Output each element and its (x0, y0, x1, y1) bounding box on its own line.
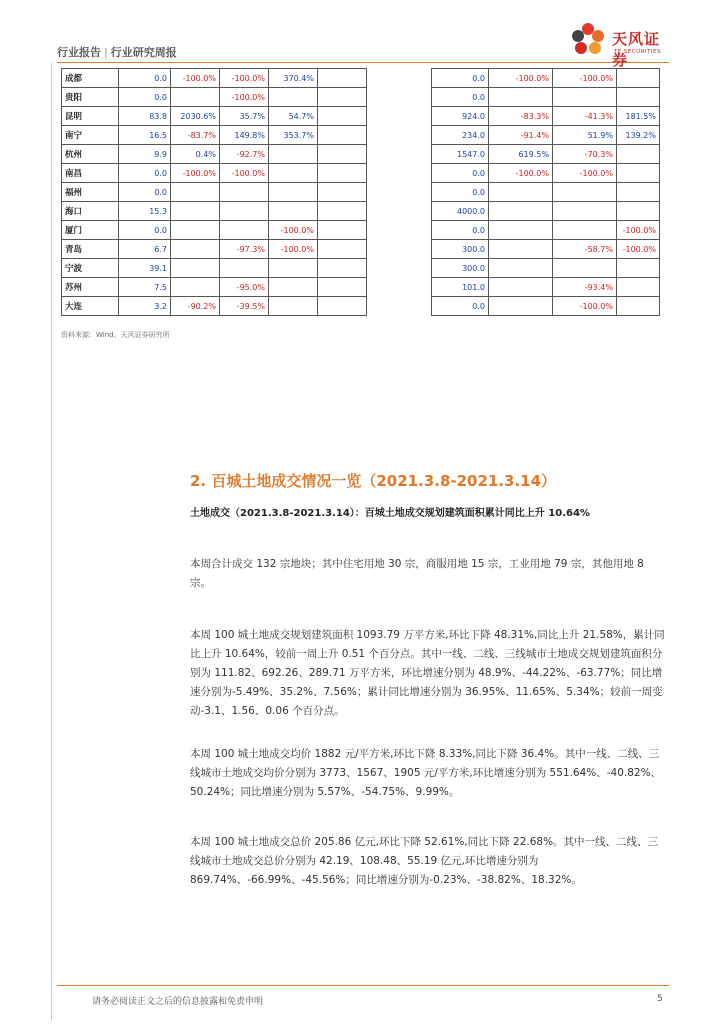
value-cell: 39.1 (119, 259, 171, 278)
value-cell: 0.0 (432, 183, 489, 202)
change-cell: 619.5% (489, 145, 553, 164)
change-cell (171, 183, 220, 202)
table-row (62, 88, 367, 107)
change-cell (220, 221, 269, 240)
change-cell: 2030.6% (171, 107, 220, 126)
city-cell: 厦门 (62, 221, 119, 240)
value-cell: 101.0 (432, 278, 489, 297)
change-cell (617, 88, 660, 107)
change-cell (318, 183, 367, 202)
table-row (62, 259, 367, 278)
change-cell (318, 221, 367, 240)
value-cell: 0.0 (432, 69, 489, 88)
value-cell: 300.0 (432, 240, 489, 259)
change-cell: 54.7% (269, 107, 318, 126)
change-cell (617, 164, 660, 183)
city-cell: 福州 (62, 183, 119, 202)
left-margin-rule (51, 63, 52, 1020)
change-cell (269, 297, 318, 316)
table-row (432, 88, 660, 107)
value-cell: 300.0 (432, 259, 489, 278)
change-cell (617, 259, 660, 278)
table-row (432, 145, 660, 164)
value-cell: 234.0 (432, 126, 489, 145)
table-row (62, 202, 367, 221)
change-cell (171, 259, 220, 278)
change-cell (617, 278, 660, 297)
section-title: 2. 百城土地成交情况一览（2021.3.8-2021.3.14） (190, 472, 557, 490)
change-cell: -92.7% (220, 145, 269, 164)
change-cell (318, 240, 367, 259)
table-row (432, 221, 660, 240)
city-cell: 南昌 (62, 164, 119, 183)
change-cell: -58.7% (553, 240, 617, 259)
change-cell (553, 259, 617, 278)
value-cell: 15.3 (119, 202, 171, 221)
change-cell: -100.0% (489, 164, 553, 183)
change-cell: -39.5% (220, 297, 269, 316)
value-cell: 0.0 (119, 183, 171, 202)
city-cell: 昆明 (62, 107, 119, 126)
table-row (62, 69, 367, 88)
change-cell: -83.3% (489, 107, 553, 126)
change-cell (489, 259, 553, 278)
change-cell: -100.0% (220, 164, 269, 183)
change-cell: 139.2% (617, 126, 660, 145)
table-row (62, 278, 367, 297)
change-cell: -100.0% (171, 69, 220, 88)
city-cell: 海口 (62, 202, 119, 221)
city-cell: 杭州 (62, 145, 119, 164)
change-cell (171, 88, 220, 107)
change-cell (489, 278, 553, 297)
change-cell (617, 297, 660, 316)
change-cell (220, 202, 269, 221)
table-row (62, 126, 367, 145)
value-cell: 83.8 (119, 107, 171, 126)
change-cell (171, 221, 220, 240)
change-cell: -100.0% (171, 164, 220, 183)
brand-subtitle: TF SECURITIES (614, 49, 661, 55)
table-source-note: 资料来源：Wind、天风证券研究所 (61, 331, 170, 339)
change-cell (269, 278, 318, 297)
change-cell (171, 202, 220, 221)
change-cell: 181.5% (617, 107, 660, 126)
change-cell: -100.0% (269, 240, 318, 259)
change-cell: 51.9% (553, 126, 617, 145)
table-row (432, 240, 660, 259)
change-cell (220, 259, 269, 278)
table-row (432, 297, 660, 316)
change-cell (171, 278, 220, 297)
change-cell (489, 183, 553, 202)
change-cell: 149.8% (220, 126, 269, 145)
value-cell: 0.0 (119, 164, 171, 183)
table-row (432, 164, 660, 183)
change-cell (489, 240, 553, 259)
change-cell (269, 202, 318, 221)
change-cell: 0.4% (171, 145, 220, 164)
change-cell (318, 278, 367, 297)
change-cell (171, 240, 220, 259)
change-cell (318, 88, 367, 107)
change-cell: -41.3% (553, 107, 617, 126)
table-row (62, 297, 367, 316)
change-cell (553, 221, 617, 240)
change-cell (489, 297, 553, 316)
change-cell: -97.3% (220, 240, 269, 259)
value-cell: 0.0 (432, 221, 489, 240)
change-cell (553, 183, 617, 202)
change-cell (318, 107, 367, 126)
table-row (432, 183, 660, 202)
city-table-right (431, 68, 660, 316)
change-cell (489, 221, 553, 240)
change-cell (269, 145, 318, 164)
change-cell (269, 88, 318, 107)
paragraph-avg-price: 本周 100 城土地成交均价 1882 元/平方米,环比下降 8.33%,同比下降 36.4%。其中一线、二线、三线城市土地成交均价分别为 3773、1567、1905 元/平方米,环比增速分别为 551.64%、-40.82%、50.24%；同比增速分别为 5.57%、-54.75%、9.99%。 (190, 748, 662, 798)
change-cell (617, 69, 660, 88)
change-cell (220, 183, 269, 202)
city-cell: 大连 (62, 297, 119, 316)
table-row (432, 259, 660, 278)
value-cell: 1547.0 (432, 145, 489, 164)
table-row (432, 107, 660, 126)
value-cell: 0.0 (119, 69, 171, 88)
change-cell: -91.4% (489, 126, 553, 145)
change-cell (489, 202, 553, 221)
change-cell (553, 202, 617, 221)
change-cell (269, 183, 318, 202)
change-cell: -100.0% (553, 69, 617, 88)
change-cell (318, 202, 367, 221)
change-cell: 35.7% (220, 107, 269, 126)
table-row (62, 164, 367, 183)
change-cell: 370.4% (269, 69, 318, 88)
change-cell: -100.0% (617, 221, 660, 240)
city-table-left (61, 68, 367, 316)
table-row (62, 145, 367, 164)
brand-logo (568, 20, 672, 69)
change-cell: -100.0% (553, 164, 617, 183)
brand-name: 天风证券 (612, 30, 661, 69)
paragraph-parcels: 本周合计成交 132 宗地块；其中住宅用地 30 宗，商服用地 15 宗，工业用地 79 宗，其他用地 8 宗。 (190, 558, 644, 589)
change-cell (318, 145, 367, 164)
city-cell: 成都 (62, 69, 119, 88)
value-cell: 0.0 (119, 88, 171, 107)
city-cell: 宁波 (62, 259, 119, 278)
change-cell (318, 69, 367, 88)
header-breadcrumb: 行业报告 | 行业研究周报 (57, 46, 177, 59)
change-cell (318, 126, 367, 145)
change-cell (489, 88, 553, 107)
city-cell: 贵阳 (62, 88, 119, 107)
table-row (432, 278, 660, 297)
change-cell (318, 297, 367, 316)
change-cell (553, 88, 617, 107)
change-cell (617, 183, 660, 202)
change-cell: -90.2% (171, 297, 220, 316)
value-cell: 3.2 (119, 297, 171, 316)
table-row (62, 240, 367, 259)
city-cell: 青岛 (62, 240, 119, 259)
value-cell: 0.0 (119, 221, 171, 240)
value-cell: 7.5 (119, 278, 171, 297)
value-cell: 0.0 (432, 297, 489, 316)
table-row (62, 183, 367, 202)
change-cell: -100.0% (489, 69, 553, 88)
header-divider (57, 62, 669, 63)
value-cell: 4000.0 (432, 202, 489, 221)
value-cell: 9.9 (119, 145, 171, 164)
section-subtitle: 土地成交（2021.3.8-2021.3.14）：百城土地成交规划建筑面积累计同比上升 10.64% (190, 508, 590, 519)
table-row (432, 202, 660, 221)
change-cell: -93.4% (553, 278, 617, 297)
change-cell: -83.7% (171, 126, 220, 145)
header-report-type: 行业研究周报 (110, 46, 177, 59)
value-cell: 0.0 (432, 164, 489, 183)
value-cell: 924.0 (432, 107, 489, 126)
table-row (432, 126, 660, 145)
change-cell: -95.0% (220, 278, 269, 297)
city-cell: 苏州 (62, 278, 119, 297)
paragraph-floor-area: 本周 100 城土地成交规划建筑面积 1093.79 万平方米,环比下降 48.31%,同比上升 21.58%，累计同比上升 10.64%，较前一周上升 0.51 个百分点。其中一线、二线、三线城市土地成交规划建筑面积分别为 111.82、692.26、289.71 万平方米，环比增速分别为 48.9%、-44.22%、-63.77%；同比增速分别为-5.49%、35.2%、7.56%；累计同比增速分别为 36.95%、11.65%、5.34%；较前一周变动-3.1、1.56、0.06 个百分点。 (190, 629, 665, 717)
header-category: 行业报告 (57, 46, 101, 59)
city-cell: 南宁 (62, 126, 119, 145)
table-row (62, 221, 367, 240)
page-number: 5 (657, 994, 663, 1004)
change-cell (617, 202, 660, 221)
value-cell: 0.0 (432, 88, 489, 107)
table-row (62, 107, 367, 126)
change-cell: 353.7% (269, 126, 318, 145)
change-cell: -100.0% (220, 88, 269, 107)
change-cell (617, 145, 660, 164)
table-row (432, 69, 660, 88)
paragraph-total-value: 本周 100 城土地成交总价 205.86 亿元,环比下降 52.61%,同比下降 22.68%。其中一线、二线、三线城市土地成交总价分别为 42.19、108.48、55.19 亿元,环比增速分别为 869.74%、-66.99%、-45.56%；同比增速分别为-0.23%、-38.82%、18.32%。 (190, 836, 659, 886)
flower-logo-icon (568, 20, 608, 60)
change-cell (318, 259, 367, 278)
value-cell: 6.7 (119, 240, 171, 259)
change-cell: -100.0% (617, 240, 660, 259)
footer-disclaimer: 请务必阅读正文之后的信息披露和免责申明 (92, 997, 264, 1007)
change-cell: -100.0% (553, 297, 617, 316)
value-cell: 16.5 (119, 126, 171, 145)
footer-divider (57, 985, 669, 986)
change-cell: -100.0% (269, 221, 318, 240)
change-cell (269, 259, 318, 278)
change-cell: -70.3% (553, 145, 617, 164)
change-cell (318, 164, 367, 183)
change-cell (269, 164, 318, 183)
change-cell: -100.0% (220, 69, 269, 88)
